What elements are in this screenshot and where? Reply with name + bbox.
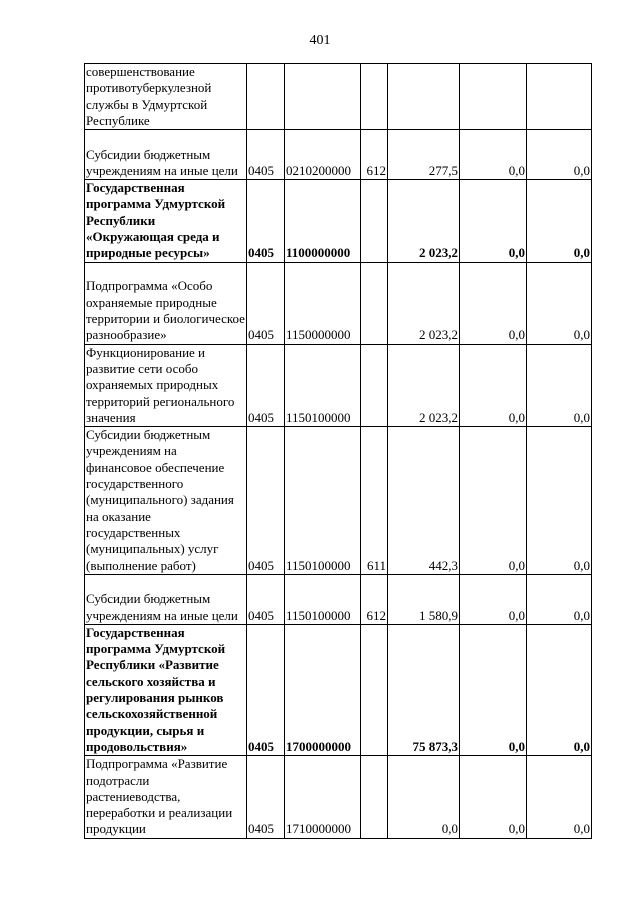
target-article-code: 1100000000 (285, 180, 361, 262)
target-article-code: 1700000000 (285, 624, 361, 755)
amount-year-1: 277,5 (388, 130, 460, 180)
amount-year-3: 0,0 (527, 756, 592, 838)
row-description: Подпрограмма «Развитие подотрасли растениеводства, переработки и реализации продукции (85, 756, 247, 838)
expense-type-code (361, 64, 388, 130)
amount-year-3: 0,0 (527, 262, 592, 344)
section-code: 0405 (247, 756, 285, 838)
amount-year-1: 75 873,3 (388, 624, 460, 755)
table-row (85, 574, 592, 624)
amount-year-1: 2 023,2 (388, 344, 460, 426)
expense-type-code: 612 (361, 574, 388, 624)
amount-year-2: 0,0 (460, 262, 527, 344)
amount-year-3: 0,0 (527, 624, 592, 755)
row-description: Субсидии бюджетным учреждениям на иные цели (85, 130, 247, 180)
target-article-code: 1150000000 (285, 262, 361, 344)
table-row (85, 262, 592, 344)
amount-year-2 (460, 64, 527, 130)
table-row (85, 427, 592, 575)
row-description: Субсидии бюджетным учреждениям на иные цели (85, 574, 247, 624)
target-article-code: 0210200000 (285, 130, 361, 180)
section-code: 0405 (247, 624, 285, 755)
section-code: 0405 (247, 574, 285, 624)
table-row (85, 624, 592, 755)
table-row (85, 64, 592, 130)
amount-year-2: 0,0 (460, 130, 527, 180)
amount-year-3 (527, 64, 592, 130)
section-code: 0405 (247, 180, 285, 262)
amount-year-2: 0,0 (460, 427, 527, 575)
amount-year-2: 0,0 (460, 180, 527, 262)
section-code: 0405 (247, 262, 285, 344)
amount-year-1: 2 023,2 (388, 262, 460, 344)
amount-year-1: 442,3 (388, 427, 460, 575)
row-description: Государственная программа Удмуртской Республики «Развитие сельского хозяйства и регулирования рынков сельскохозяйственной продукции, сырья и продовольствия» (85, 624, 247, 755)
target-article-code: 1150100000 (285, 574, 361, 624)
row-description: Государственная программа Удмуртской Республики «Окружающая среда и природные ресурсы» (85, 180, 247, 262)
section-code: 0405 (247, 344, 285, 426)
row-description: Функционирование и развитие сети особо охраняемых природных территорий регионального значения (85, 344, 247, 426)
amount-year-1 (388, 64, 460, 130)
table-row (85, 180, 592, 262)
amount-year-3: 0,0 (527, 180, 592, 262)
expense-type-code (361, 344, 388, 426)
page-number: 401 (309, 33, 331, 48)
expense-type-code (361, 180, 388, 262)
amount-year-1: 0,0 (388, 756, 460, 838)
row-description: Подпрограмма «Особо охраняемые природные территории и биологическое разнообразие» (85, 262, 247, 344)
row-description: совершенствование противотуберкулезной службы в Удмуртской Республике (85, 64, 247, 130)
amount-year-3: 0,0 (527, 574, 592, 624)
table-row (85, 344, 592, 426)
target-article-code: 1710000000 (285, 756, 361, 838)
amount-year-3: 0,0 (527, 344, 592, 426)
section-code (247, 64, 285, 130)
row-description: Субсидии бюджетным учреждениям на финансовое обеспечение государственного (муниципального) задания на оказание государственных (муниципальных) услуг (выполнение работ) (85, 427, 247, 575)
expense-type-code (361, 756, 388, 838)
budget-table (84, 63, 592, 839)
target-article-code: 1150100000 (285, 427, 361, 575)
amount-year-1: 1 580,9 (388, 574, 460, 624)
section-code: 0405 (247, 130, 285, 180)
amount-year-1: 2 023,2 (388, 180, 460, 262)
amount-year-2: 0,0 (460, 756, 527, 838)
section-code: 0405 (247, 427, 285, 575)
amount-year-2: 0,0 (460, 344, 527, 426)
table-row (85, 130, 592, 180)
table-row (85, 756, 592, 838)
amount-year-2: 0,0 (460, 574, 527, 624)
expense-type-code (361, 624, 388, 755)
expense-type-code: 611 (361, 427, 388, 575)
amount-year-3: 0,0 (527, 427, 592, 575)
target-article-code: 1150100000 (285, 344, 361, 426)
amount-year-2: 0,0 (460, 624, 527, 755)
amount-year-3: 0,0 (527, 130, 592, 180)
expense-type-code: 612 (361, 130, 388, 180)
target-article-code (285, 64, 361, 130)
expense-type-code (361, 262, 388, 344)
